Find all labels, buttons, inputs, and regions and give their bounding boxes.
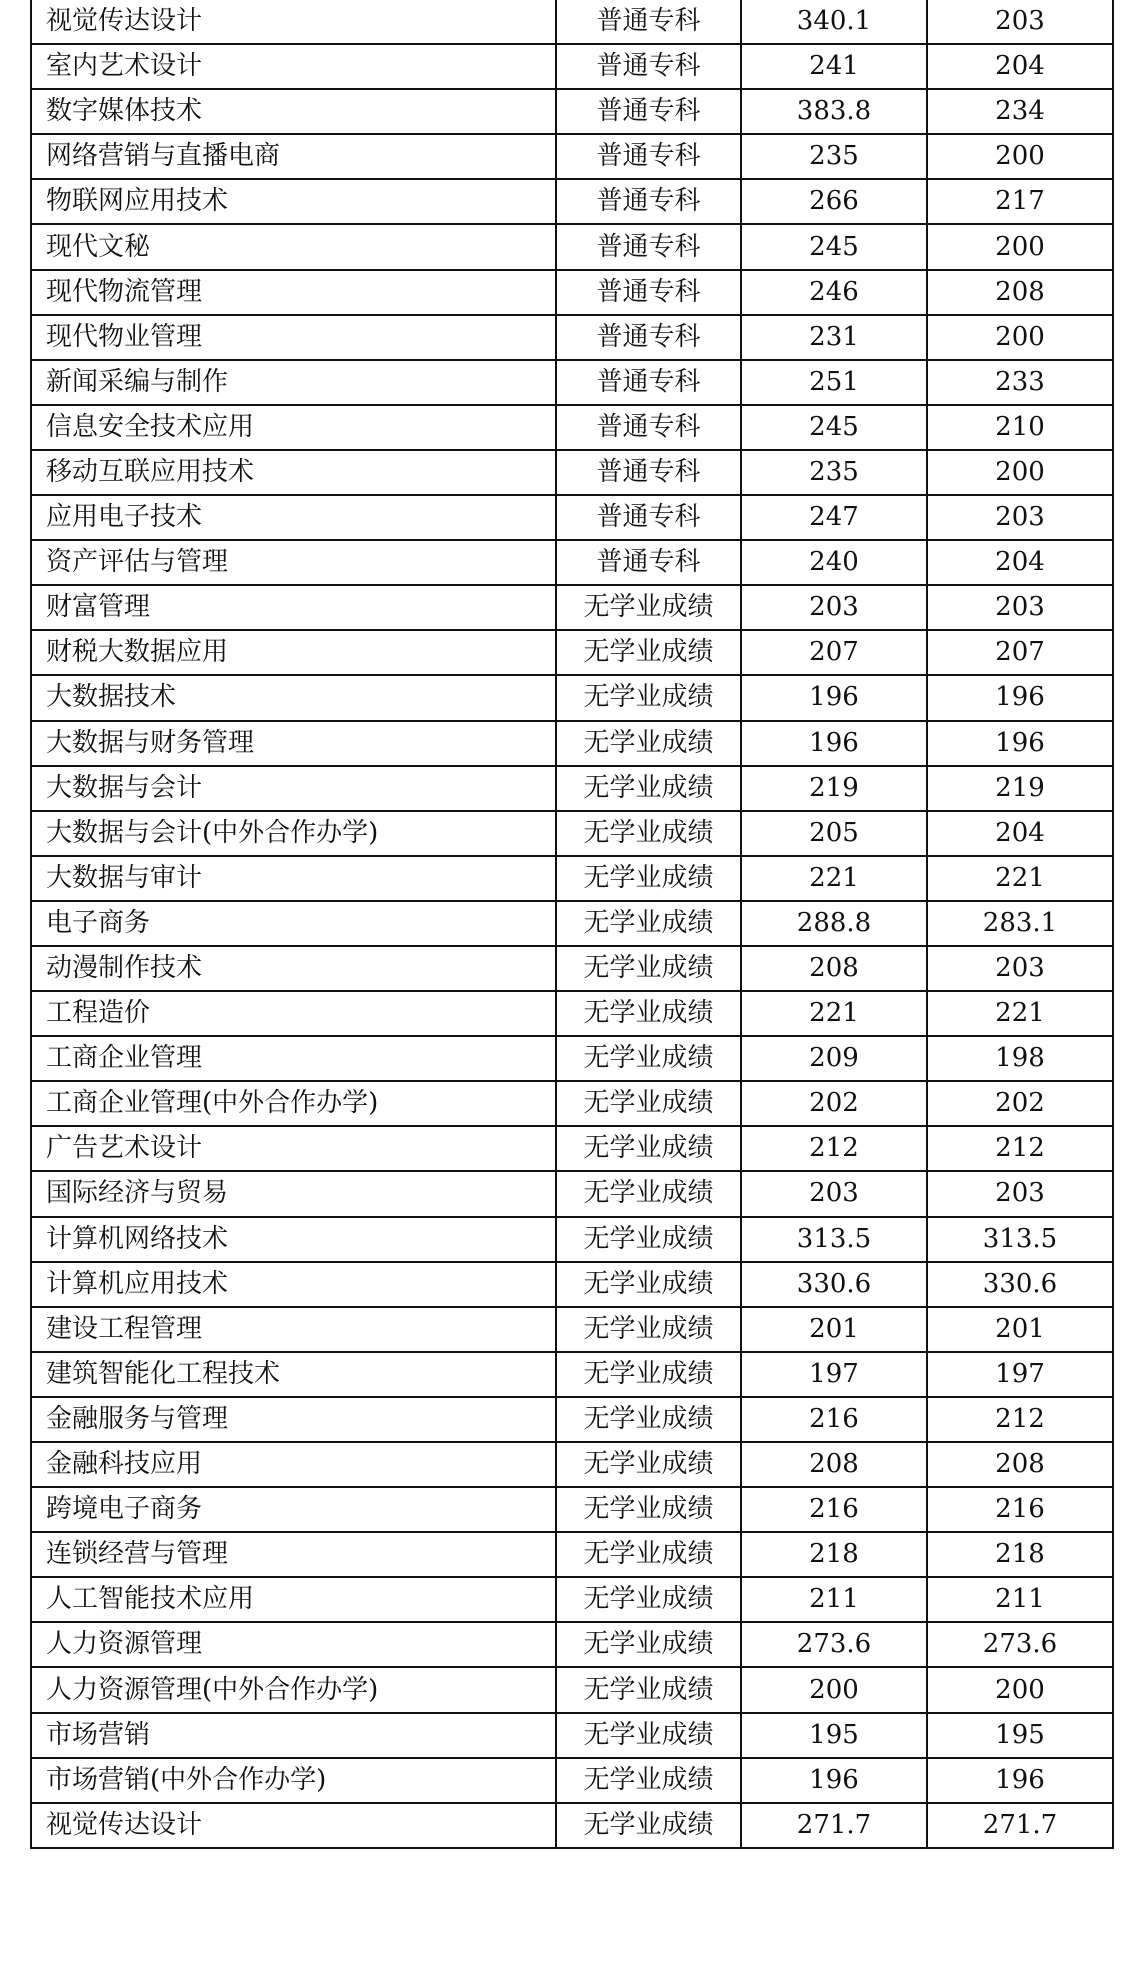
admission-type-cell: 无学业成绩 xyxy=(556,1307,741,1352)
score-a-cell: 211 xyxy=(741,1577,927,1622)
score-a-cell: 209 xyxy=(741,1036,927,1081)
admission-type-cell: 普通专科 xyxy=(556,270,741,315)
score-b-cell: 201 xyxy=(927,1307,1113,1352)
admission-type-cell: 无学业成绩 xyxy=(556,766,741,811)
score-a-cell: 240 xyxy=(741,540,927,585)
admission-type-cell: 普通专科 xyxy=(556,360,741,405)
admission-type-cell: 普通专科 xyxy=(556,0,741,44)
table-row xyxy=(31,1081,1113,1126)
score-b-cell: 271.7 xyxy=(927,1803,1113,1848)
score-a-cell: 205 xyxy=(741,811,927,856)
admission-type-cell: 普通专科 xyxy=(556,315,741,360)
admission-type-cell: 无学业成绩 xyxy=(556,1352,741,1397)
score-a-cell: 216 xyxy=(741,1487,927,1532)
table-row xyxy=(31,766,1113,811)
admission-type-cell: 无学业成绩 xyxy=(556,1036,741,1081)
admission-type-cell: 无学业成绩 xyxy=(556,1126,741,1171)
score-b-cell: 202 xyxy=(927,1081,1113,1126)
score-b-cell: 313.5 xyxy=(927,1217,1113,1262)
table-row xyxy=(31,721,1113,766)
score-a-cell: 212 xyxy=(741,1126,927,1171)
score-b-cell: 197 xyxy=(927,1352,1113,1397)
score-b-cell: 283.1 xyxy=(927,901,1113,946)
table-row xyxy=(31,1758,1113,1803)
score-b-cell: 196 xyxy=(927,721,1113,766)
score-a-cell: 207 xyxy=(741,630,927,675)
score-b-cell: 208 xyxy=(927,1442,1113,1487)
score-b-cell: 200 xyxy=(927,450,1113,495)
score-a-cell: 196 xyxy=(741,675,927,720)
admission-type-cell: 普通专科 xyxy=(556,495,741,540)
score-b-cell: 210 xyxy=(927,405,1113,450)
table-row xyxy=(31,675,1113,720)
score-b-cell: 200 xyxy=(927,315,1113,360)
admission-type-cell: 无学业成绩 xyxy=(556,1262,741,1307)
admission-type-cell: 无学业成绩 xyxy=(556,1487,741,1532)
admission-type-cell: 无学业成绩 xyxy=(556,1667,741,1712)
score-a-cell: 208 xyxy=(741,1442,927,1487)
score-table-page xyxy=(30,0,1112,1979)
major-name-cell: 现代文秘 xyxy=(31,224,556,269)
major-name-cell: 现代物业管理 xyxy=(31,315,556,360)
admission-type-cell: 无学业成绩 xyxy=(556,675,741,720)
admission-type-cell: 普通专科 xyxy=(556,89,741,134)
score-b-cell: 198 xyxy=(927,1036,1113,1081)
table-row xyxy=(31,360,1113,405)
major-name-cell: 大数据与会计 xyxy=(31,766,556,811)
admission-type-cell: 普通专科 xyxy=(556,179,741,224)
score-b-cell: 212 xyxy=(927,1126,1113,1171)
major-name-cell: 资产评估与管理 xyxy=(31,540,556,585)
table-row xyxy=(31,991,1113,1036)
table-row xyxy=(31,540,1113,585)
admission-type-cell: 无学业成绩 xyxy=(556,630,741,675)
table-row xyxy=(31,179,1113,224)
major-name-cell: 金融科技应用 xyxy=(31,1442,556,1487)
admission-type-cell: 无学业成绩 xyxy=(556,1577,741,1622)
score-a-cell: 271.7 xyxy=(741,1803,927,1848)
admission-type-cell: 无学业成绩 xyxy=(556,1081,741,1126)
score-a-cell: 221 xyxy=(741,856,927,901)
admission-type-cell: 无学业成绩 xyxy=(556,1442,741,1487)
major-name-cell: 信息安全技术应用 xyxy=(31,405,556,450)
major-name-cell: 人工智能技术应用 xyxy=(31,1577,556,1622)
admission-score-table xyxy=(30,0,1114,1849)
table-row xyxy=(31,450,1113,495)
table-row xyxy=(31,856,1113,901)
admission-type-cell: 无学业成绩 xyxy=(556,856,741,901)
score-a-cell: 218 xyxy=(741,1532,927,1577)
table-row xyxy=(31,901,1113,946)
score-a-cell: 330.6 xyxy=(741,1262,927,1307)
major-name-cell: 连锁经营与管理 xyxy=(31,1532,556,1577)
score-a-cell: 313.5 xyxy=(741,1217,927,1262)
admission-type-cell: 无学业成绩 xyxy=(556,1532,741,1577)
score-a-cell: 201 xyxy=(741,1307,927,1352)
score-b-cell: 203 xyxy=(927,0,1113,44)
score-a-cell: 266 xyxy=(741,179,927,224)
major-name-cell: 跨境电子商务 xyxy=(31,1487,556,1532)
major-name-cell: 数字媒体技术 xyxy=(31,89,556,134)
table-row xyxy=(31,1171,1113,1216)
table-row xyxy=(31,811,1113,856)
score-b-cell: 234 xyxy=(927,89,1113,134)
admission-type-cell: 无学业成绩 xyxy=(556,901,741,946)
table-row xyxy=(31,1442,1113,1487)
major-name-cell: 建设工程管理 xyxy=(31,1307,556,1352)
score-a-cell: 203 xyxy=(741,1171,927,1216)
score-a-cell: 221 xyxy=(741,991,927,1036)
table-row xyxy=(31,1532,1113,1577)
admission-type-cell: 无学业成绩 xyxy=(556,1713,741,1758)
admission-type-cell: 无学业成绩 xyxy=(556,991,741,1036)
major-name-cell: 财富管理 xyxy=(31,585,556,630)
major-name-cell: 现代物流管理 xyxy=(31,270,556,315)
score-a-cell: 200 xyxy=(741,1667,927,1712)
score-a-cell: 247 xyxy=(741,495,927,540)
table-row xyxy=(31,585,1113,630)
admission-type-cell: 无学业成绩 xyxy=(556,1803,741,1848)
score-b-cell: 196 xyxy=(927,1758,1113,1803)
table-row xyxy=(31,1487,1113,1532)
score-a-cell: 216 xyxy=(741,1397,927,1442)
score-a-cell: 202 xyxy=(741,1081,927,1126)
score-a-cell: 241 xyxy=(741,44,927,89)
major-name-cell: 视觉传达设计 xyxy=(31,0,556,44)
score-a-cell: 245 xyxy=(741,224,927,269)
major-name-cell: 计算机应用技术 xyxy=(31,1262,556,1307)
major-name-cell: 室内艺术设计 xyxy=(31,44,556,89)
major-name-cell: 大数据技术 xyxy=(31,675,556,720)
table-row xyxy=(31,1217,1113,1262)
table-row xyxy=(31,630,1113,675)
table-row xyxy=(31,134,1113,179)
admission-type-cell: 无学业成绩 xyxy=(556,946,741,991)
table-row xyxy=(31,1307,1113,1352)
score-a-cell: 251 xyxy=(741,360,927,405)
score-b-cell: 203 xyxy=(927,585,1113,630)
score-a-cell: 235 xyxy=(741,450,927,495)
table-row xyxy=(31,1803,1113,1848)
score-b-cell: 207 xyxy=(927,630,1113,675)
admission-type-cell: 无学业成绩 xyxy=(556,1758,741,1803)
score-a-cell: 208 xyxy=(741,946,927,991)
score-b-cell: 330.6 xyxy=(927,1262,1113,1307)
admission-type-cell: 普通专科 xyxy=(556,540,741,585)
table-row xyxy=(31,0,1113,44)
score-a-cell: 231 xyxy=(741,315,927,360)
admission-type-cell: 普通专科 xyxy=(556,224,741,269)
major-name-cell: 人力资源管理(中外合作办学) xyxy=(31,1667,556,1712)
score-b-cell: 200 xyxy=(927,224,1113,269)
table-row xyxy=(31,1713,1113,1758)
admission-type-cell: 无学业成绩 xyxy=(556,1397,741,1442)
score-a-cell: 196 xyxy=(741,721,927,766)
major-name-cell: 视觉传达设计 xyxy=(31,1803,556,1848)
table-row xyxy=(31,946,1113,991)
major-name-cell: 市场营销 xyxy=(31,1713,556,1758)
score-b-cell: 195 xyxy=(927,1713,1113,1758)
admission-type-cell: 无学业成绩 xyxy=(556,585,741,630)
major-name-cell: 大数据与财务管理 xyxy=(31,721,556,766)
score-a-cell: 245 xyxy=(741,405,927,450)
table-row xyxy=(31,89,1113,134)
table-row xyxy=(31,224,1113,269)
admission-type-cell: 普通专科 xyxy=(556,44,741,89)
table-body xyxy=(31,0,1113,1848)
table-row xyxy=(31,1397,1113,1442)
major-name-cell: 计算机网络技术 xyxy=(31,1217,556,1262)
major-name-cell: 建筑智能化工程技术 xyxy=(31,1352,556,1397)
major-name-cell: 网络营销与直播电商 xyxy=(31,134,556,179)
major-name-cell: 大数据与会计(中外合作办学) xyxy=(31,811,556,856)
table-row xyxy=(31,1126,1113,1171)
major-name-cell: 广告艺术设计 xyxy=(31,1126,556,1171)
score-a-cell: 196 xyxy=(741,1758,927,1803)
admission-type-cell: 普通专科 xyxy=(556,450,741,495)
score-b-cell: 221 xyxy=(927,991,1113,1036)
score-b-cell: 203 xyxy=(927,946,1113,991)
score-b-cell: 219 xyxy=(927,766,1113,811)
admission-type-cell: 无学业成绩 xyxy=(556,721,741,766)
table-row xyxy=(31,270,1113,315)
score-b-cell: 273.6 xyxy=(927,1622,1113,1667)
score-b-cell: 204 xyxy=(927,540,1113,585)
admission-type-cell: 无学业成绩 xyxy=(556,1622,741,1667)
table-row xyxy=(31,405,1113,450)
score-b-cell: 208 xyxy=(927,270,1113,315)
score-a-cell: 340.1 xyxy=(741,0,927,44)
admission-type-cell: 普通专科 xyxy=(556,405,741,450)
score-a-cell: 246 xyxy=(741,270,927,315)
major-name-cell: 财税大数据应用 xyxy=(31,630,556,675)
table-row xyxy=(31,315,1113,360)
score-b-cell: 204 xyxy=(927,811,1113,856)
admission-type-cell: 无学业成绩 xyxy=(556,1217,741,1262)
table-row xyxy=(31,1667,1113,1712)
admission-type-cell: 无学业成绩 xyxy=(556,1171,741,1216)
score-b-cell: 211 xyxy=(927,1577,1113,1622)
table-row xyxy=(31,1262,1113,1307)
table-row xyxy=(31,495,1113,540)
major-name-cell: 金融服务与管理 xyxy=(31,1397,556,1442)
major-name-cell: 物联网应用技术 xyxy=(31,179,556,224)
score-a-cell: 219 xyxy=(741,766,927,811)
table-row xyxy=(31,1036,1113,1081)
score-b-cell: 212 xyxy=(927,1397,1113,1442)
major-name-cell: 电子商务 xyxy=(31,901,556,946)
score-a-cell: 197 xyxy=(741,1352,927,1397)
major-name-cell: 移动互联应用技术 xyxy=(31,450,556,495)
score-a-cell: 235 xyxy=(741,134,927,179)
table-row xyxy=(31,44,1113,89)
major-name-cell: 工商企业管理(中外合作办学) xyxy=(31,1081,556,1126)
major-name-cell: 人力资源管理 xyxy=(31,1622,556,1667)
score-b-cell: 200 xyxy=(927,1667,1113,1712)
major-name-cell: 市场营销(中外合作办学) xyxy=(31,1758,556,1803)
score-b-cell: 221 xyxy=(927,856,1113,901)
major-name-cell: 工程造价 xyxy=(31,991,556,1036)
score-b-cell: 204 xyxy=(927,44,1113,89)
score-b-cell: 200 xyxy=(927,134,1113,179)
table-row xyxy=(31,1577,1113,1622)
major-name-cell: 动漫制作技术 xyxy=(31,946,556,991)
score-b-cell: 203 xyxy=(927,495,1113,540)
major-name-cell: 应用电子技术 xyxy=(31,495,556,540)
major-name-cell: 新闻采编与制作 xyxy=(31,360,556,405)
score-b-cell: 217 xyxy=(927,179,1113,224)
major-name-cell: 大数据与审计 xyxy=(31,856,556,901)
score-b-cell: 203 xyxy=(927,1171,1113,1216)
score-b-cell: 216 xyxy=(927,1487,1113,1532)
score-a-cell: 273.6 xyxy=(741,1622,927,1667)
major-name-cell: 国际经济与贸易 xyxy=(31,1171,556,1216)
admission-type-cell: 普通专科 xyxy=(556,134,741,179)
score-a-cell: 203 xyxy=(741,585,927,630)
score-b-cell: 196 xyxy=(927,675,1113,720)
score-a-cell: 383.8 xyxy=(741,89,927,134)
table-row xyxy=(31,1622,1113,1667)
score-b-cell: 233 xyxy=(927,360,1113,405)
admission-type-cell: 无学业成绩 xyxy=(556,811,741,856)
score-b-cell: 218 xyxy=(927,1532,1113,1577)
table-row xyxy=(31,1352,1113,1397)
major-name-cell: 工商企业管理 xyxy=(31,1036,556,1081)
score-a-cell: 195 xyxy=(741,1713,927,1758)
score-a-cell: 288.8 xyxy=(741,901,927,946)
